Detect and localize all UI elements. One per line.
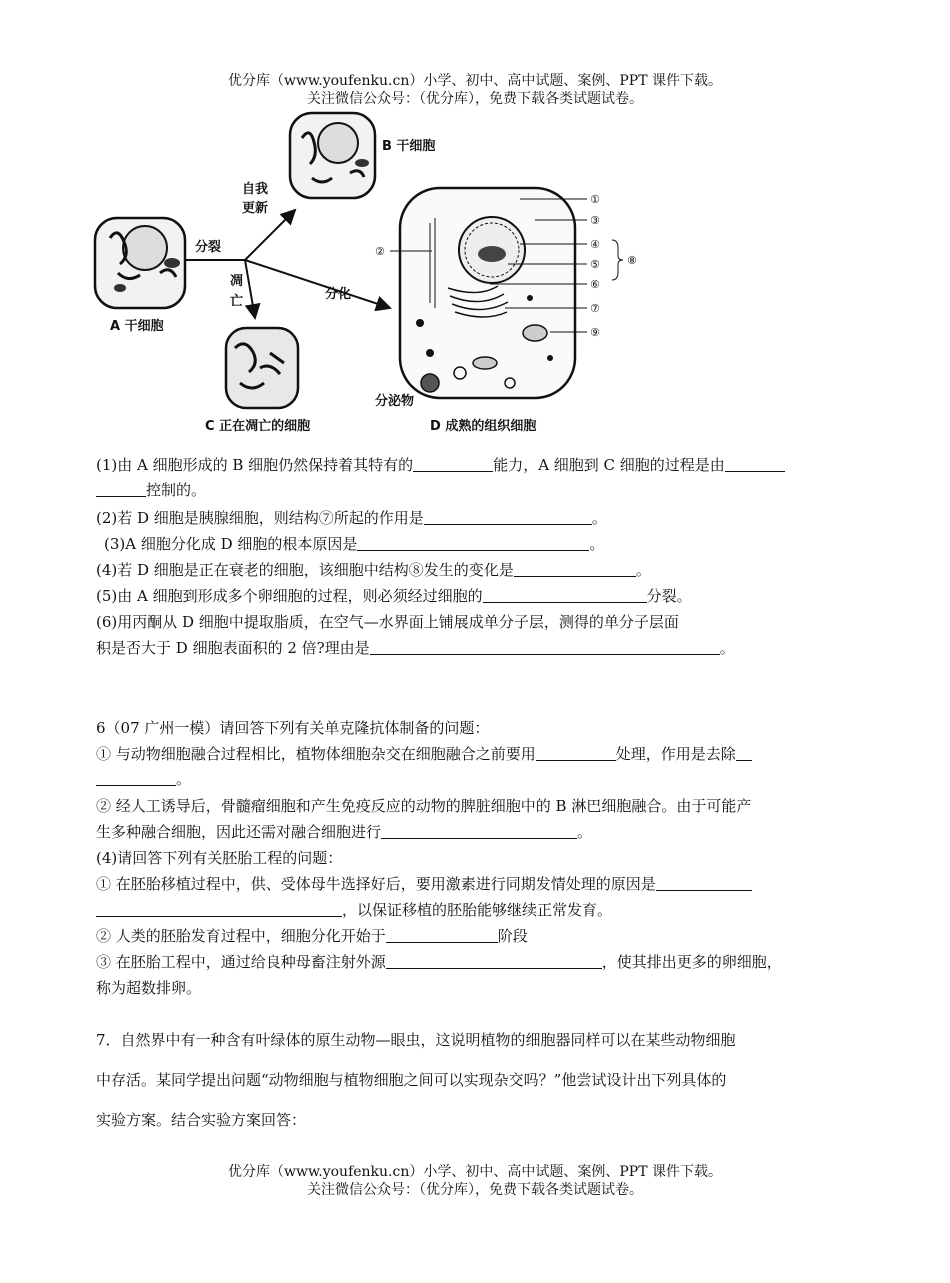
- footer-line-1: 优分库（www.youfenku.cn）小学、初中、高中试题、案例、PPT 课件下载。: [227, 1164, 722, 1180]
- q5-item-5-text-a: (5)由 A 细胞到形成多个卵细胞的过程，则必须经过细胞的: [96, 587, 483, 605]
- q5-item-4: [96, 558, 651, 583]
- cell-c: [226, 328, 298, 408]
- page-header: [0, 72, 950, 108]
- q5-item-6-text-c: 。: [719, 639, 735, 657]
- q5-item-4-text-b: 。: [635, 561, 651, 579]
- q6-item-4-text-b: 阶段: [497, 927, 528, 945]
- marker-3: ③: [590, 214, 600, 227]
- q6-item-5-text-b: ，使其排出更多的卵细胞，: [601, 953, 782, 971]
- q7-line-1: 7．自然界中有一种含有叶绿体的原生动物—眼虫，这说明植物的细胞器同样可以在某些动物细胞: [96, 1031, 736, 1049]
- arrow-label-divide: 分裂: [195, 240, 222, 255]
- label-cell-b: B 干细胞: [382, 139, 436, 154]
- marker-8: ⑧: [627, 254, 637, 267]
- marker-7: ⑦: [590, 302, 600, 315]
- marker-6: ⑥: [590, 278, 600, 291]
- answer-blank[interactable]: [413, 455, 493, 472]
- q7-line-2: 中存活。某同学提出问题“动物细胞与植物细胞之间可以实现杂交吗？”他尝试设计出下列具体的: [96, 1071, 727, 1089]
- q5-item-3: [104, 532, 604, 557]
- q5-item-6-cont: [96, 636, 735, 661]
- q6-item-1-text-a: ① 与动物细胞融合过程相比，植物体细胞杂交在细胞融合之前要用: [96, 745, 536, 763]
- arrow-label-apoptosis-2: 亡: [230, 294, 244, 309]
- q6-title: 6（07 广州一模）请回答下列有关单克隆抗体制备的问题：: [96, 719, 490, 737]
- q5-item-1-text-b: 能力，A 细胞到 C 细胞的过程是由: [493, 456, 725, 474]
- q5-item-6-text-b: 积是否大于 D 细胞表面积的 2 倍?理由是: [96, 639, 370, 657]
- arrow-label-self-renew-1: 自我: [242, 182, 269, 197]
- q5-item-1-text-c: 控制的。: [146, 481, 207, 499]
- label-cell-d: D 成熟的组织细胞: [430, 419, 537, 434]
- answer-blank[interactable]: [96, 769, 176, 786]
- footer-line-2: 关注微信公众号：（优分库），免费下载各类试题试卷。: [307, 1182, 643, 1198]
- arrow-label-apoptosis-1: 凋: [230, 274, 244, 289]
- arrow-label-differentiate: 分化: [325, 287, 352, 302]
- q6-item-3-cont: [96, 898, 612, 923]
- answer-blank[interactable]: [536, 744, 616, 761]
- q6-item-4: [96, 924, 528, 949]
- q6-item-3-text-b: ，以保证移植的胚胎能够继续正常发育。: [342, 901, 613, 919]
- q6-section-4: (4)请回答下列有关胚胎工程的问题：: [96, 849, 343, 867]
- cell-a: [95, 218, 185, 308]
- answer-blank[interactable]: [424, 508, 592, 525]
- answer-blank[interactable]: [656, 874, 752, 891]
- q5-item-2: [96, 506, 607, 531]
- marker-4: ④: [590, 238, 600, 251]
- answer-blank[interactable]: [386, 952, 602, 969]
- page-footer: [0, 1163, 950, 1199]
- q6-item-1-cont: [96, 767, 191, 792]
- answer-blank[interactable]: [725, 455, 785, 472]
- marker-5: ⑤: [590, 258, 600, 271]
- q6-item-2-text-b: 生多种融合细胞，因此还需对融合细胞进行: [96, 823, 382, 841]
- label-secretion: 分泌物: [375, 394, 415, 409]
- header-line-2: 关注微信公众号：（优分库），免费下载各类试题试卷。: [307, 91, 643, 107]
- q6-item-2-cont: [96, 820, 592, 845]
- q5-item-1-cont: [96, 478, 206, 503]
- q6-item-4-text-a: ② 人类的胚胎发育过程中，细胞分化开始于: [96, 927, 386, 945]
- q6-item-2: [96, 794, 751, 819]
- marker-1: ①: [590, 193, 600, 206]
- header-line-1: 优分库（www.youfenku.cn）小学、初中、高中试题、案例、PPT 课件下载。: [227, 73, 722, 89]
- cell-diagram: [90, 108, 650, 438]
- q6-item-3-text-a: ① 在胚胎移植过程中，供、受体母牛选择好后，要用激素进行同期发情处理的原因是: [96, 875, 656, 893]
- answer-blank[interactable]: [381, 822, 577, 839]
- answer-blank[interactable]: [357, 534, 589, 551]
- q6-item-3: [96, 872, 752, 897]
- q5-item-6-text-a: (6)用丙酮从 D 细胞中提取脂质，在空气—水界面上铺展成单分子层，测得的单分子层面: [96, 613, 679, 631]
- q5-item-2-text-a: (2)若 D 细胞是胰腺细胞，则结构⑦所起的作用是: [96, 509, 424, 527]
- q5-item-2-text-b: 。: [591, 509, 607, 527]
- q5-item-5-text-b: 分裂。: [646, 587, 692, 605]
- q5-item-1: [96, 453, 785, 478]
- q5-item-1-text-a: (1)由 A 细胞形成的 B 细胞仍然保持着其特有的: [96, 456, 414, 474]
- q6-item-1-text-c: 。: [176, 770, 192, 788]
- cell-b: [290, 113, 375, 198]
- answer-blank[interactable]: [96, 480, 146, 497]
- q5-item-4-text-a: (4)若 D 细胞是正在衰老的细胞，该细胞中结构⑧发生的变化是: [96, 561, 514, 579]
- q6-item-2-text-c: 。: [577, 823, 593, 841]
- q6-item-1: [96, 742, 752, 767]
- arrow-label-self-renew-2: 更新: [242, 201, 269, 216]
- q6-item-5-text-a: ③ 在胚胎工程中，通过给良种母畜注射外源: [96, 953, 386, 971]
- q5-item-3-text-b: 。: [589, 535, 605, 553]
- q6-item-1-text-b: 处理，作用是去除: [615, 745, 736, 763]
- q7-line-3: 实验方案。结合实验方案回答：: [96, 1111, 307, 1129]
- marker-9: ⑨: [590, 326, 600, 339]
- process-arrows: [186, 210, 390, 318]
- q6-item-5-cont: [96, 976, 201, 1001]
- answer-blank[interactable]: [386, 926, 498, 943]
- q6-item-5-text-c: 称为超数排卵。: [96, 979, 202, 997]
- label-cell-a: A 干细胞: [110, 319, 164, 334]
- q5-item-5: [96, 584, 692, 609]
- q6-item-2-text-a: ② 经人工诱导后，骨髓瘤细胞和产生免疫反应的动物的脾脏细胞中的 B 淋巴细胞融合。由于可能产: [96, 797, 752, 815]
- marker-2: ②: [375, 245, 385, 258]
- q6-item-5: [96, 950, 782, 975]
- answer-blank[interactable]: [736, 744, 752, 761]
- q5-item-6: [96, 610, 679, 635]
- answer-blank[interactable]: [483, 586, 647, 603]
- q5-item-3-text-a: (3)A 细胞分化成 D 细胞的根本原因是: [104, 535, 358, 553]
- answer-blank[interactable]: [514, 560, 636, 577]
- label-cell-c: C 正在凋亡的细胞: [205, 419, 311, 434]
- answer-blank[interactable]: [370, 638, 720, 655]
- answer-blank[interactable]: [96, 900, 342, 917]
